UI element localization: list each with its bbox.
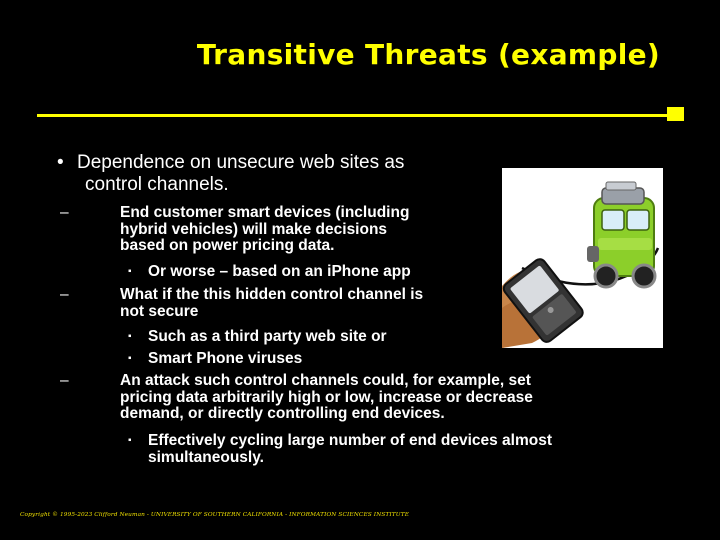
dash-marker: –	[60, 204, 69, 221]
bullet-dependence: • Dependence on unsecure web sites as control channels.	[57, 152, 405, 195]
bullet-dot: •	[57, 152, 64, 173]
square-bullet: ▪	[128, 435, 132, 446]
title-underline	[37, 114, 670, 117]
square-bullet: ▪	[128, 353, 132, 364]
title-underline-end	[667, 107, 684, 121]
sub-bullet-hidden-channel: – What if the this hidden control channel is not secure	[60, 286, 424, 320]
car-phone-illustration	[502, 168, 663, 348]
sub-sub-bullet-iphone: ▪ Or worse – based on an iPhone app	[128, 263, 411, 280]
sub-sub-bullet-viruses: ▪ Smart Phone viruses	[128, 350, 303, 367]
dash-marker: –	[60, 372, 69, 389]
sub-bullet-attack: – An attack such control channels could, for example, set pricing data arbitrarily high or low, increase or decrease demand, or directly controlling end devices.	[60, 372, 533, 422]
sub-sub-bullet-cycling: ▪ Effectively cycling large number of end devices almost simultaneously.	[128, 432, 552, 466]
slide-title: Transitive Threats (example)	[196, 38, 660, 71]
sub-bullet-end-customer: – End customer smart devices (including hybrid vehicles) will make decisions based on power pricing data.	[60, 204, 410, 254]
square-bullet: ▪	[128, 266, 132, 277]
dash-marker: –	[60, 286, 69, 303]
sub-sub-bullet-third-party: ▪ Such as a third party web site or	[128, 328, 387, 345]
square-bullet: ▪	[128, 331, 132, 342]
hybrid-car-and-smartphone-icon	[502, 168, 663, 348]
copyright-footer: Copyright © 1995-2023 Clifford Neuman - UNIVERSITY OF SOUTHERN CALIFORNIA - INFORMATION SCIENCES INSTITUTE	[20, 512, 410, 518]
